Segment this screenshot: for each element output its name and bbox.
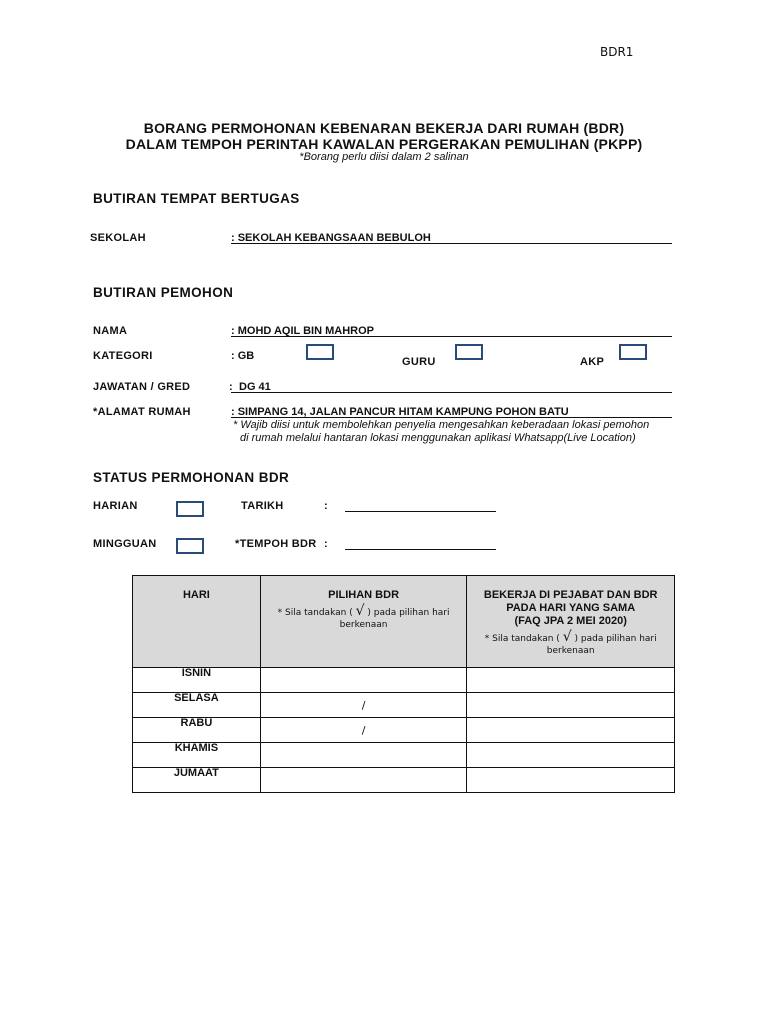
period-colon: :: [324, 538, 328, 550]
table-row: [133, 668, 675, 693]
day-cell: SELASA: [133, 693, 261, 718]
choice-cell[interactable]: [260, 668, 467, 693]
category-gb-checkbox[interactable]: [306, 344, 334, 360]
category-guru-checkbox[interactable]: [455, 344, 483, 360]
table-row: [133, 743, 675, 768]
date-input-line[interactable]: [345, 511, 496, 512]
name-label: NAMA: [93, 325, 128, 337]
choice-cell[interactable]: [260, 768, 467, 793]
col-header-choice: PILIHAN BDR * Sila tandakan ( √ ) pada pilihan hari berkenaan: [260, 576, 467, 668]
office-cell[interactable]: [467, 743, 675, 768]
col-header-office: BEKERJA DI PEJABAT DAN BDR PADA HARI YANG SAMA (FAQ JPA 2 MEI 2020) * Sila tandakan ( √ ) pada pilihan hari berkenaan: [467, 576, 675, 668]
school-underline: [231, 243, 672, 244]
bdr-day-table: [132, 575, 675, 793]
office-cell[interactable]: [467, 768, 675, 793]
status-heading: STATUS PERMOHONAN BDR: [93, 470, 290, 485]
choice-cell[interactable]: /: [260, 693, 467, 718]
name-value[interactable]: : MOHD AQIL BIN MAHROP: [231, 325, 374, 337]
col-choice-note: * Sila tandakan ( √ ) pada pilihan hari berkenaan: [277, 603, 450, 630]
form-title-line2: DALAM TEMPOH PERINTAH KAWALAN PERGERAKAN PEMULIHAN (PKPP): [125, 136, 643, 152]
date-colon: :: [324, 500, 328, 512]
choice-cell[interactable]: /: [260, 718, 467, 743]
form-title-line1: BORANG PERMOHONAN KEBENARAN BEKERJA DARI RUMAH (BDR): [143, 120, 625, 136]
position-value[interactable]: DG 41: [239, 381, 271, 393]
position-label: JAWATAN / GRED: [93, 381, 191, 393]
daily-checkbox[interactable]: [176, 501, 204, 517]
school-value[interactable]: : SEKOLAH KEBANGSAAN BEBULOH: [231, 232, 431, 244]
weekly-label: MINGGUAN: [93, 538, 157, 550]
day-cell: JUMAAT: [133, 768, 261, 793]
school-label: SEKOLAH: [90, 232, 146, 244]
office-cell[interactable]: [467, 693, 675, 718]
date-label: TARIKH: [241, 500, 284, 512]
applicant-heading: BUTIRAN PEMOHON: [93, 285, 234, 300]
category-akp-checkbox[interactable]: [619, 344, 647, 360]
form-code: BDR1: [600, 45, 634, 59]
address-value[interactable]: : SIMPANG 14, JALAN PANCUR HITAM KAMPUNG POHON BATU: [231, 406, 569, 418]
address-note-line2: di rumah melalui hantaran lokasi menggunakan aplikasi Whatsapp(Live Location): [240, 432, 636, 444]
category-akp-label: AKP: [580, 356, 605, 368]
table-row: [133, 718, 675, 743]
day-cell: ISNIN: [133, 668, 261, 693]
address-note-line1: * Wajib diisi untuk membolehkan penyelia mengesahkan keberadaan lokasi pemohon: [233, 419, 650, 431]
address-underline: [231, 417, 672, 418]
position-colon: :: [229, 381, 233, 393]
position-underline: [231, 392, 672, 393]
col-header-day: HARI: [133, 576, 261, 668]
address-label: *ALAMAT RUMAH: [93, 406, 191, 418]
tick-icon: √: [562, 629, 572, 645]
office-cell[interactable]: [467, 668, 675, 693]
office-cell[interactable]: [467, 718, 675, 743]
daily-label: HARIAN: [93, 500, 138, 512]
choice-cell[interactable]: [260, 743, 467, 768]
tick-icon: √: [355, 603, 365, 619]
day-cell: KHAMIS: [133, 743, 261, 768]
table-row: [133, 768, 675, 793]
table-row: [133, 693, 675, 718]
category-guru-label: GURU: [402, 356, 436, 368]
category-value: : GB: [231, 350, 255, 362]
period-input-line[interactable]: [345, 549, 496, 550]
period-label: *TEMPOH BDR: [235, 538, 317, 550]
workplace-heading: BUTIRAN TEMPAT BERTUGAS: [93, 191, 300, 206]
name-underline: [231, 336, 672, 337]
weekly-checkbox[interactable]: [176, 538, 204, 554]
col-office-note: * Sila tandakan ( √ ) pada pilihan hari berkenaan: [484, 629, 657, 656]
day-cell: RABU: [133, 718, 261, 743]
copies-note: *Borang perlu diisi dalam 2 salinan: [299, 151, 469, 163]
category-label: KATEGORI: [93, 350, 153, 362]
